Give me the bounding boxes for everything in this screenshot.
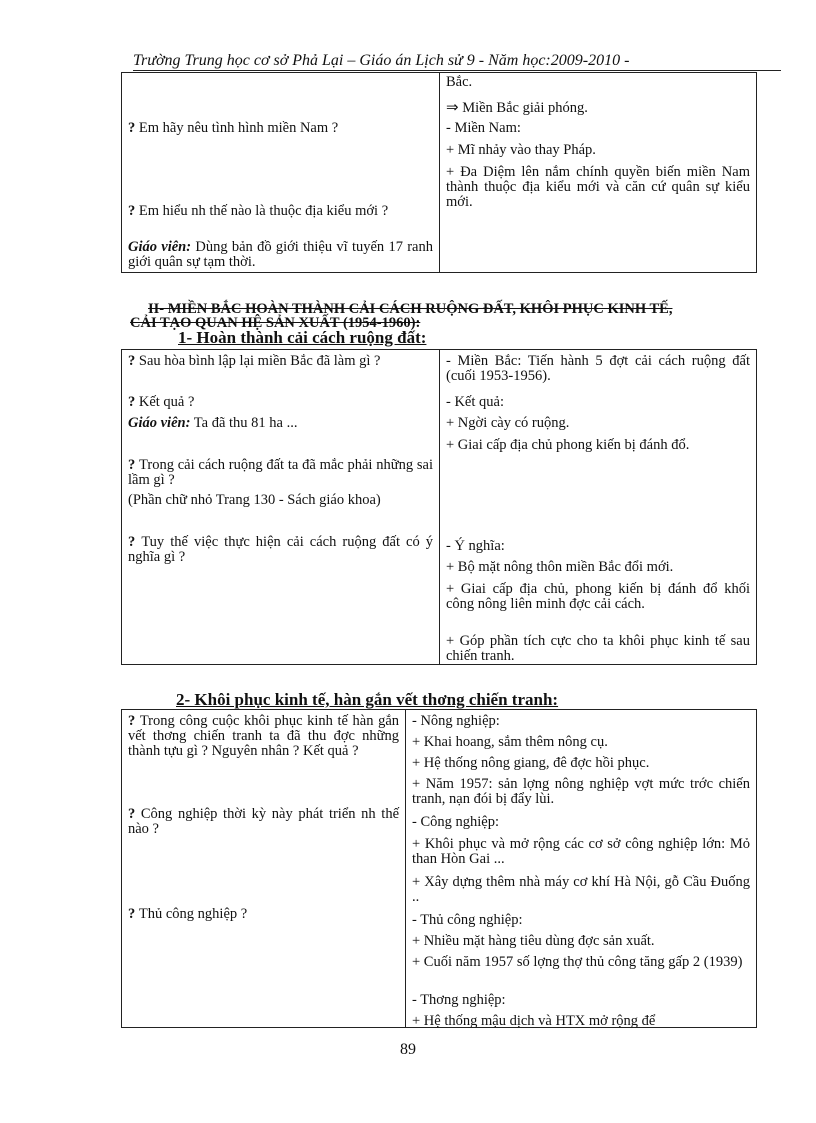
page-header: Trường Trung học cơ sở Phả Lại – Giáo án Lịch sử 9 - Năm học:2009-2010 -: [133, 52, 781, 71]
question-industry: ? Công nghiệp thời kỳ này phát triển nh thế nào ?: [128, 806, 400, 837]
answer-line: - Ý nghĩa:: [446, 538, 505, 554]
answer-line: - Nông nghiệp:: [412, 713, 500, 729]
answer-line: - Miền Bắc: Tiến hành 5 đợt cải cách ruộng đất (cuối 1953-1956).: [446, 353, 750, 384]
answer-line: + Góp phần tích cực cho ta khôi phục kinh tế sau chiến tranh.: [446, 633, 750, 664]
question-mistakes: ? Trong cải cách ruộng đất ta đã mắc phải những sai lầm gì ?: [128, 457, 433, 488]
answer-line: + Nhiều mặt hàng tiêu dùng đợc sản xuất.: [412, 933, 655, 949]
answer-line: + Giai cấp địa chủ phong kiến bị đánh đổ.: [446, 437, 690, 453]
implies-arrow-icon: ⇒: [446, 98, 459, 116]
answer-line: + Đa Diệm lên nắm chính quyền biến miền Nam thành thuộc địa kiểu mới và căn cứ quân sự kiểu mới.: [446, 164, 750, 210]
answer-line: + Cuối năm 1957 số lợng thợ thủ công tăng gấp 2 (1939): [412, 954, 743, 970]
subsection-title-land-reform: 1- Hoàn thành cải cách ruộng đất:: [178, 328, 427, 347]
section-title: II- MIỀN BẮC HOÀN THÀNH CẢI CÁCH RUỘNG ĐẤT, KHÔI PHỤC KINH TẾ,: [148, 301, 673, 317]
answer-line: + Mĩ nhảy vào thay Pháp.: [446, 142, 596, 158]
answer-line: + Khôi phục và mở rộng các cơ sở công nghiệp lớn: Mỏ than Hòn Gai ...: [412, 836, 750, 867]
answer-line: - Thơng nghiệp:: [412, 992, 506, 1008]
table-question-column: [122, 710, 406, 1027]
question-handicraft: ? Thủ công nghiệp ?: [128, 906, 248, 922]
answer-line: - Công nghiệp:: [412, 814, 499, 830]
question-significance: ? Tuy thế việc thực hiện cải cách ruộng đất có ý nghĩa gì ?: [128, 534, 434, 565]
teacher-note: Giáo viên: Ta đã thu 81 ha ...: [128, 415, 298, 431]
answer-line: - Kết quả:: [446, 394, 504, 410]
subsection-title-economy: 2- Khôi phục kinh tế, hàn gắn vết thơng chiến tranh:: [176, 690, 559, 709]
answer-line: + Xây dựng thêm nhà máy cơ khí Hà Nội, gỗ Cầu Đuống ..: [412, 874, 750, 905]
answer-line: - Thủ công nghiệp:: [412, 912, 523, 928]
page-number: 89: [400, 1041, 416, 1058]
question-achievements: ? Trong công cuộc khôi phục kinh tế hàn gắn vết thơng chiến tranh ta đã thu đợc những thành tựu gì ? Nguyên nhân ? Kết quả ?: [128, 713, 400, 759]
textbook-note: (Phần chữ nhỏ Trang 130 - Sách giáo khoa): [128, 492, 381, 508]
answer-line: Bắc.: [446, 74, 473, 90]
table-situation: [121, 72, 757, 273]
table-question-column: [122, 350, 440, 664]
answer-line: + Khai hoang, sắm thêm nông cụ.: [412, 734, 608, 750]
question-new-colony: ? Em hiểu nh thế nào là thuộc địa kiểu mới ?: [128, 203, 389, 219]
answer-line: + Ngời cày có ruộng.: [446, 415, 570, 431]
table-answer-column: [440, 350, 756, 664]
table-economy: [121, 709, 757, 1028]
question-after-peace: ? Sau hòa bình lập lại miền Bắc đã làm gì ?: [128, 353, 381, 369]
table-answer-column: [406, 710, 756, 1027]
answer-line: - Miền Nam:: [446, 120, 521, 136]
section-title-cont: CẢI TẠO QUAN HỆ SẢN XUẤT (1954-1960):: [130, 315, 421, 331]
answer-line: + Hệ thống nông giang, đê đợc hồi phục.: [412, 755, 650, 771]
answer-line: + Giai cấp địa chủ, phong kiến bị đánh đổ khối công nông liên minh đợc cải cách.: [446, 581, 750, 612]
table-question-column: [122, 73, 440, 272]
answer-line: ⇒ Miền Bắc giải phóng.: [446, 98, 588, 116]
table-answer-column: [440, 73, 756, 272]
teacher-note: Giáo viên: Dùng bản đồ giới thiệu vĩ tuyến 17 ranh giới quân sự tạm thời.: [128, 239, 433, 270]
table-land-reform: [121, 349, 757, 665]
question-result: ? Kết quả ?: [128, 394, 195, 410]
answer-line: + Hệ thống mậu dịch và HTX mở rộng để: [412, 1013, 656, 1027]
question-south-situation: ? Em hãy nêu tình hình miền Nam ?: [128, 120, 339, 136]
answer-line: + Bộ mặt nông thôn miền Bắc đổi mới.: [446, 559, 674, 575]
answer-line: + Năm 1957: sản lợng nông nghiệp vợt mức trớc chiến tranh, nạn đói bị đẩy lùi.: [412, 776, 750, 807]
